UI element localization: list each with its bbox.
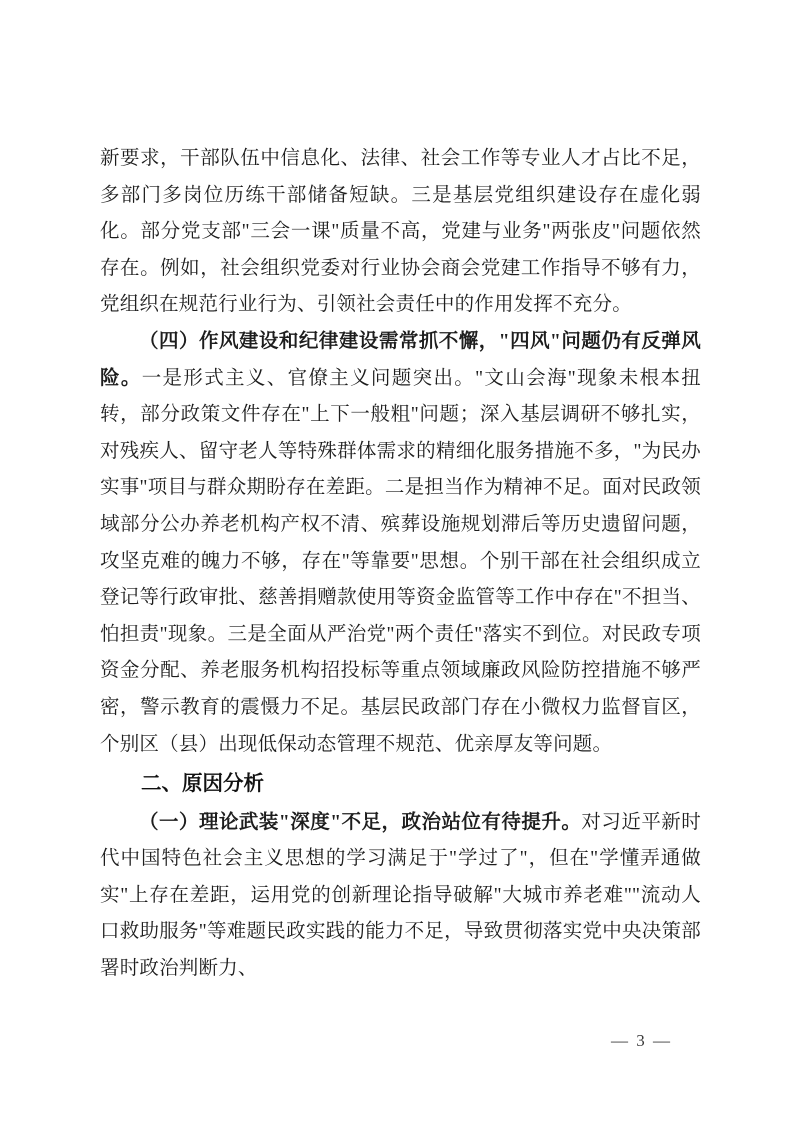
body-paragraph	[100, 805, 701, 988]
text-run: （四）作风建设和纪律建设需常抓不懈，"四风"问题仍有反弹风险。	[100, 330, 701, 389]
text-run: 二、原因分析	[141, 772, 264, 796]
document-content	[100, 141, 701, 988]
text-run: 对习近平新时代中国特色社会主义思想的学习满足于"学过了"，但在"学懂弄通做实"上存在差距，运用党的创新理论指导破解"大城市养老难""流动人口救助服务"等难题民政实践的能力不足，导致贯彻落实党中央决策部署时政治判断力、	[100, 811, 701, 980]
body-paragraph	[100, 141, 701, 324]
text-run: （一）理论武装"深度"不足，政治站位有待提升。	[139, 811, 582, 833]
section-heading	[100, 766, 701, 803]
page-number: — 3 —	[611, 1031, 672, 1050]
body-paragraph	[100, 324, 701, 763]
text-run: 一是形式主义、官僚主义问题突出。"文山会海"现象未根本扭转，部分政策文件存在"上下一般粗"问题；深入基层调研不够扎实，对残疾人、留守老人等特殊群体需求的精细化服务措施不多，"为民办实事"项目与群众期盼存在差距。二是担当作为精神不足。面对民政领域部分公办养老机构产权不清、殡葬设施规划滞后等历史遗留问题，攻坚克难的魄力不够，存在"等靠要"思想。个别干部在社会组织成立登记等行政审批、慈善捐赠款使用等资金监管等工作中存在"不担当、怕担责"现象。三是全面从严治党"两个责任"落实不到位。对民政专项资金分配、养老服务机构招投标等重点领域廉政风险防控措施不够严密，警示教育的震慑力不足。基层民政部门存在小微权力监督盲区，个别区（县）出现低保动态管理不规范、优亲厚友等问题。	[100, 367, 701, 755]
text-run: 新要求，干部队伍中信息化、法律、社会工作等专业人才占比不足，多部门多岗位历练干部储备短缺。三是基层党组织建设存在虚化弱化。部分党支部"三会一课"质量不高，党建与业务"两张皮"问题依然存在。例如，社会组织党委对行业协会商会党建工作指导不够有力，党组织在规范行业行为、引领社会责任中的作用发挥不充分。	[100, 148, 701, 316]
